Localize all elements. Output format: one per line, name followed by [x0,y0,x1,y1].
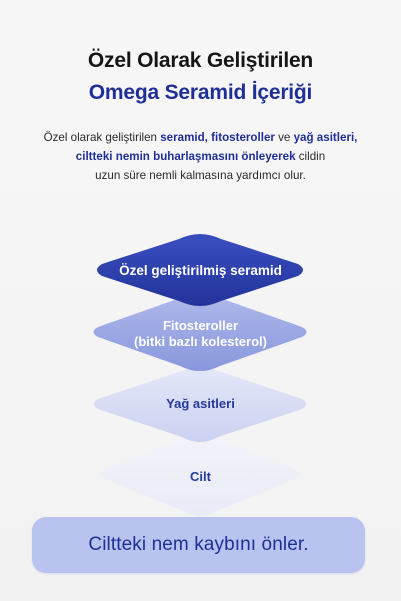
benefit-banner-text: Ciltteki nem kaybını önler. [88,534,309,555]
benefit-banner [32,517,365,573]
highlight-fatty-acids: yağ asitleri, [293,131,358,144]
description-text-segment: ve [274,131,294,144]
heading-line-2: Omega Seramid İçeriği [88,81,313,104]
heading-line-1: Özel Olarak Geliştirilen [87,49,314,72]
description-text-segment: Özel olarak geliştirilen [43,131,161,144]
highlight-ingredients: seramid, fitosteroller [160,131,275,144]
skin-label: Cilt [190,469,211,484]
description-line-3: uzun süre nemli kalmasına yardımcı olur. [95,169,306,182]
highlight-evaporation: ciltteki nemin buharlaşmasını önleyerek [75,150,296,163]
ceramide-label: Özel geliştirilmiş seramid [119,263,282,278]
phytosterols-sublabel: (bitki bazlı kolesterol) [134,334,267,349]
phytosterols-label: Fitosteroller [162,318,239,333]
description-text-segment: cildin [295,150,326,163]
fatty-acids-label: Yağ asitleri [166,396,235,411]
